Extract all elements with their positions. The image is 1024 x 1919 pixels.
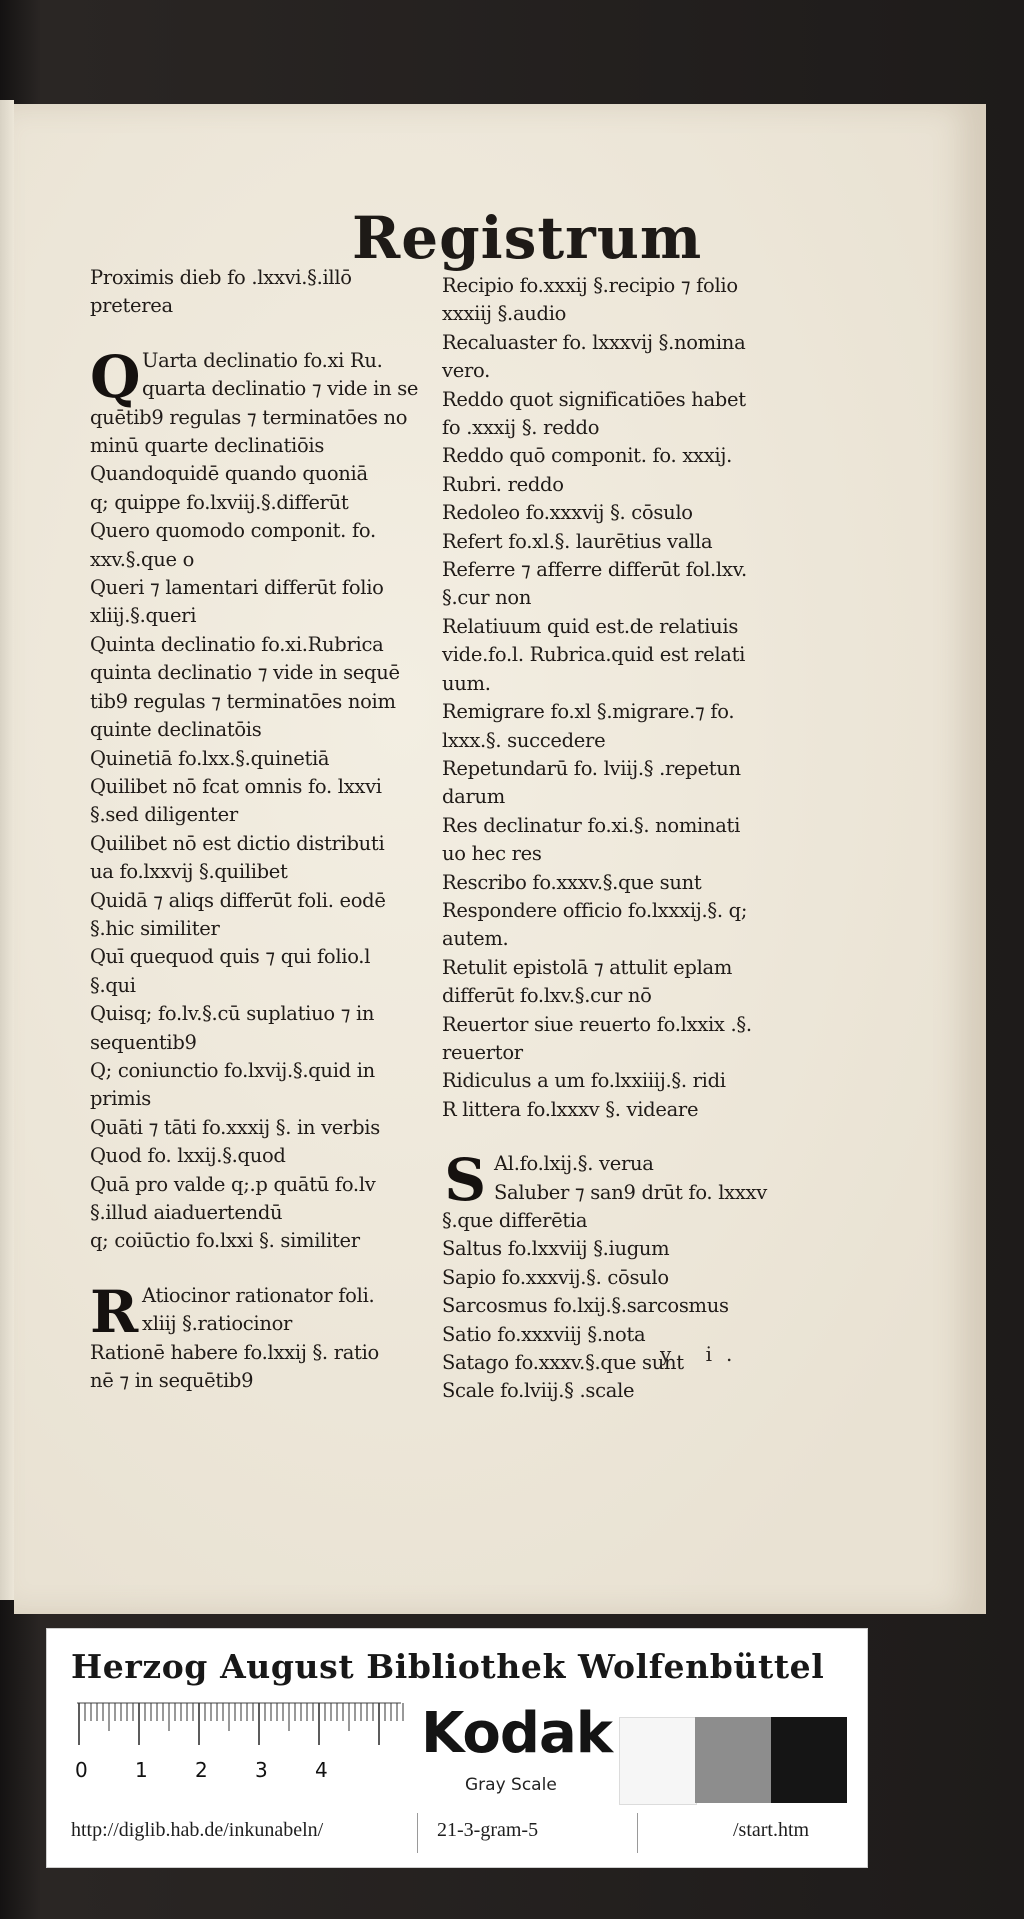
running-title: Registrum — [352, 204, 703, 272]
decorated-initial: S — [444, 1146, 486, 1215]
register-line: Respondere officio fo.lxxxij.§. q; — [442, 898, 748, 922]
entry-gap — [90, 321, 440, 347]
register-line: Ridiculus a um fo.lxxiiij.§. ridi — [442, 1069, 726, 1093]
register-line: quarta declinatio ⁊ vide in se — [142, 377, 419, 401]
register-line: R littera fo.lxxxv §. videare — [442, 1097, 699, 1121]
register-line: §.qui — [90, 973, 136, 997]
register-line: preterea — [90, 294, 173, 318]
register-line: Al.fo.lxij.§. verua — [494, 1152, 654, 1176]
register-line: uum. — [442, 671, 491, 695]
register-line: Quero quomodo componit. fo. — [90, 519, 376, 543]
register-line: fo .xxxij §. reddo — [442, 416, 600, 440]
register-line: §.cur non — [442, 586, 532, 610]
register-line: Satago fo.xxxv.§.que sunt — [442, 1351, 684, 1375]
ruler-label: 0 — [75, 1758, 88, 1782]
register-line: primis — [90, 1087, 151, 1111]
swatch-white — [619, 1717, 697, 1805]
register-line: Queri ⁊ lamentari differūt folio — [90, 576, 384, 600]
register-line: Sapio fo.xxxvij.§. cōsulo — [442, 1265, 669, 1289]
register-line: quinte declinatōis — [90, 718, 262, 742]
register-line: Scale fo.lviij.§ .scale — [442, 1379, 635, 1403]
register-line: Refert fo.xl.§. laurētius valla — [442, 529, 713, 553]
register-line: Quāti ⁊ tāti fo.xxxij §. in verbis — [90, 1115, 380, 1139]
register-line: Relatiuum quid est.de relatiuis — [442, 614, 739, 638]
register-line: Quinetiā fo.lxx.§.quinetiā — [90, 746, 330, 770]
register-line: Recipio fo.xxxij §.recipio ⁊ folio — [442, 274, 738, 297]
register-line: Redoleo fo.xxxvij §. cōsulo — [442, 501, 693, 525]
register-line: Satio fo.xxxviij §.nota — [442, 1322, 646, 1346]
register-line: xliij.§.queri — [90, 604, 197, 628]
register-line: Quandoquidē quando quoniā — [90, 462, 368, 486]
register-line: Res declinatur fo.xi.§. nominati — [442, 813, 741, 837]
register-line: Reuertor siue reuerto fo.lxxix .§. — [442, 1012, 752, 1036]
kodak-logo: Kodak — [421, 1701, 612, 1766]
register-line: nē ⁊ in sequētib9 — [90, 1369, 254, 1393]
register-line: §.illud aiaduertendū — [90, 1201, 283, 1224]
decorated-initial: Q — [90, 342, 141, 411]
register-line: §.que differētia — [442, 1209, 588, 1232]
register-line: Quā pro valde q;.p quātū fo.lv — [90, 1172, 376, 1196]
ruler-label: 4 — [315, 1758, 328, 1782]
decorated-initial: R — [90, 1277, 138, 1346]
archive-color-strip — [46, 1628, 868, 1868]
ruler-label: 1 — [135, 1758, 148, 1782]
register-line: §.sed diligenter — [90, 803, 238, 827]
scale-ruler — [71, 1701, 411, 1791]
register-line: xxxiij §.audio — [442, 302, 567, 326]
register-line: Quinta declinatio fo.xi.Rubrica — [90, 632, 384, 656]
register-line: Retulit epistolā ⁊ attulit eplam — [442, 955, 733, 979]
register-line: §.hic similiter — [90, 916, 220, 940]
register-line: Rationē habere fo.lxxij §. ratio — [90, 1340, 379, 1364]
register-line: sequentib9 — [90, 1030, 197, 1054]
register-line: quētib9 regulas ⁊ terminatōes no — [90, 405, 408, 429]
register-line: Saltus fo.lxxviij §.iugum — [442, 1237, 670, 1261]
register-line: Quisq; fo.lv.§.cū suplatiuo ⁊ in — [90, 1002, 375, 1026]
register-line: xliij §.ratiocinor — [142, 1312, 293, 1336]
book-page — [14, 104, 986, 1614]
register-line: vide.fo.l. Rubrica.quid est relati — [442, 643, 746, 667]
register-line: Recaluaster fo. lxxxvij §.nomina — [442, 330, 746, 354]
register-line: q; coiūctio fo.lxxi §. similiter — [90, 1229, 360, 1253]
register-line: Reddo quō componit. fo. xxxij. — [442, 444, 732, 468]
gray-scale-label: Gray Scale — [465, 1775, 557, 1795]
register-line: Quilibet nō fcat omnis fo. lxxvi — [90, 774, 382, 798]
register-line: darum — [442, 785, 505, 809]
register-line: differūt fo.lxv.§.cur nō — [442, 984, 652, 1008]
register-line: vero. — [442, 359, 490, 383]
register-line: autem. — [442, 927, 509, 951]
facing-page-edge — [0, 100, 14, 1600]
register-column-left — [90, 264, 440, 1395]
register-line: Quī quequod quis ⁊ qui folio.l — [90, 945, 371, 969]
footer-divider — [417, 1813, 418, 1853]
register-line: lxxx.§. succedere — [442, 728, 606, 752]
register-line: q; quippe fo.lxviij.§.differūt — [90, 490, 349, 514]
footer-divider — [637, 1813, 638, 1853]
ruler-label: 2 — [195, 1758, 208, 1782]
ruler-label: 3 — [255, 1758, 268, 1782]
register-line: Remigrare fo.xl §.migrare.⁊ fo. — [442, 700, 735, 724]
register-line: Atiocinor rationator foli. — [142, 1283, 375, 1307]
url-suffix: /start.htm — [733, 1819, 810, 1841]
register-line: reuertor — [442, 1040, 523, 1064]
institution-name: Herzog August Bibliothek Wolfenbüttel — [71, 1647, 825, 1686]
register-line: Q; coniunctio fo.lxvij.§.quid in — [90, 1058, 375, 1082]
register-line: Repetundarū fo. lviij.§ .repetun — [442, 756, 741, 780]
entry-gap — [442, 1124, 802, 1150]
register-line: minū quarte declinatiōis — [90, 434, 325, 458]
register-line: Referre ⁊ afferre differūt fol.lxv. — [442, 558, 747, 582]
register-line: uo hec res — [442, 842, 542, 866]
shelfmark: 21-3-gram-5 — [437, 1819, 539, 1841]
swatch-black — [771, 1717, 847, 1803]
register-line: xxv.§.que o — [90, 547, 195, 571]
register-line: tib9 regulas ⁊ terminatōes noim — [90, 689, 396, 713]
register-line: Sarcosmus fo.lxij.§.sarcosmus — [442, 1294, 729, 1318]
register-line: Quilibet nō est dictio distributi — [90, 831, 385, 855]
register-line: Rubri. reddo — [442, 472, 564, 496]
register-line: Saluber ⁊ san9 drūt fo. lxxxv — [494, 1180, 767, 1204]
register-line: quinta declinatio ⁊ vide in sequē — [90, 661, 400, 685]
register-line: Quod fo. lxxij.§.quod — [90, 1144, 286, 1168]
entry-gap — [90, 1256, 440, 1282]
url-prefix: http://diglib.hab.de/inkunabeln/ — [71, 1819, 324, 1841]
signature-mark: y i. — [660, 1342, 747, 1366]
register-line: Quidā ⁊ aliqs differūt foli. eodē — [90, 888, 386, 912]
register-column-right — [442, 272, 802, 1406]
register-line: Proximis dieb fo .lxxvi.§.illō — [90, 266, 352, 289]
register-line: Uarta declinatio fo.xi Ru. — [142, 348, 383, 372]
swatch-grey — [695, 1717, 771, 1803]
register-line: ua fo.lxxvij §.quilibet — [90, 860, 288, 884]
register-line: Reddo quot significatiōes habet — [442, 387, 746, 411]
register-line: Rescribo fo.xxxv.§.que sunt — [442, 870, 702, 894]
